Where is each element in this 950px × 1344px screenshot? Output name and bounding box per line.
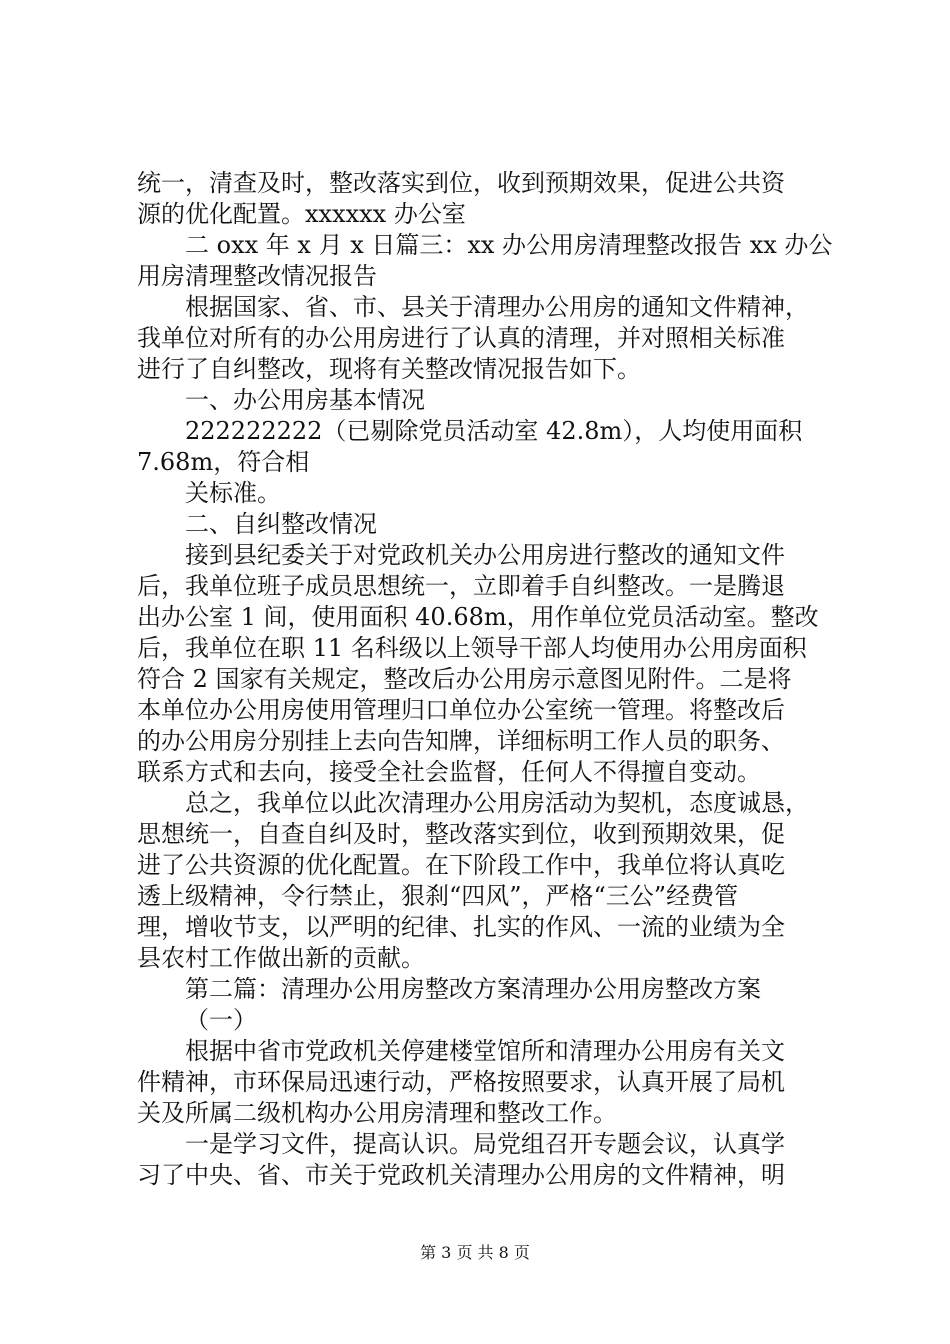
text-line: 后，我单位班子成员思想统一，立即着手自纠整改。一是腾退 [137, 572, 785, 600]
text-line: 出办公室 1 间，使用面积 40.68m，用作单位党员活动室。整改 [137, 603, 819, 631]
text-line: 接到县纪委关于对党政机关办公用房进行整改的通知文件 [185, 541, 785, 569]
text-line: 透上级精神，令行禁止，狠刹“四风”，严格“三公”经费管 [137, 882, 739, 910]
text-line: 后，我单位在职 11 名科级以上领导干部人均使用办公用房面积 [137, 634, 807, 662]
page-footer: 第 3 页 共 8 页 [420, 1243, 530, 1262]
text-line: （一） [185, 1006, 257, 1034]
text-line: 二、自纠整改情况 [185, 510, 377, 538]
text-line: 统一，清查及时，整改落实到位，收到预期效果，促进公共资 [137, 169, 785, 197]
text-line: 习了中央、省、市关于党政机关清理办公用房的文件精神，明 [137, 1161, 785, 1189]
text-line: 进行了自纠整改，现将有关整改情况报告如下。 [137, 355, 641, 383]
text-line: 县农村工作做出新的贡献。 [137, 944, 425, 972]
text-line: 第二篇：清理办公用房整改方案清理办公用房整改方案 [185, 975, 761, 1003]
text-line: 二 oxx 年 x 月 x 日篇三：xx 办公用房清理整改报告 xx 办公 [185, 231, 833, 259]
document-body [137, 168, 837, 1191]
text-line: 关标准。 [185, 479, 281, 507]
text-line: 符合 2 国家有关规定，整改后办公用房示意图见附件。二是将 [137, 665, 792, 693]
text-line: 一是学习文件，提高认识。局党组召开专题会议，认真学 [185, 1130, 785, 1158]
text-line: 联系方式和去向，接受全社会监督，任何人不得擅自变动。 [137, 758, 761, 786]
text-line: 关及所属二级机构办公用房清理和整改工作。 [137, 1099, 617, 1127]
text-line: 一、办公用房基本情况 [185, 386, 425, 414]
text-line: 源的优化配置。xxxxxx 办公室 [137, 200, 466, 228]
text-line: 件精神，市环保局迅速行动，严格按照要求，认真开展了局机 [137, 1068, 785, 1096]
text-line: 理，增收节支，以严明的纪律、扎实的作风、一流的业绩为全 [137, 913, 785, 941]
text-line: 的办公用房分别挂上去向告知牌，详细标明工作人员的职务、 [137, 727, 785, 755]
text-line: 7.68m，符合相 [137, 448, 310, 476]
text-line: 222222222（已剔除党员活动室 42.8m），人均使用面积 [185, 417, 803, 445]
text-line: 本单位办公用房使用管理归口单位办公室统一管理。将整改后 [137, 696, 785, 724]
text-line: 用房清理整改情况报告 [137, 262, 377, 290]
text-line: 总之，我单位以此次清理办公用房活动为契机，态度诚恳， [185, 789, 809, 817]
text-line: 思想统一，自查自纠及时，整改落实到位，收到预期效果，促 [137, 820, 785, 848]
text-line: 我单位对所有的办公用房进行了认真的清理，并对照相关标准 [137, 324, 785, 352]
text-line: 根据国家、省、市、县关于清理办公用房的通知文件精神， [185, 293, 809, 321]
text-line: 根据中省市党政机关停建楼堂馆所和清理办公用房有关文 [185, 1037, 785, 1065]
text-line: 进了公共资源的优化配置。在下阶段工作中，我单位将认真吃 [137, 851, 785, 879]
